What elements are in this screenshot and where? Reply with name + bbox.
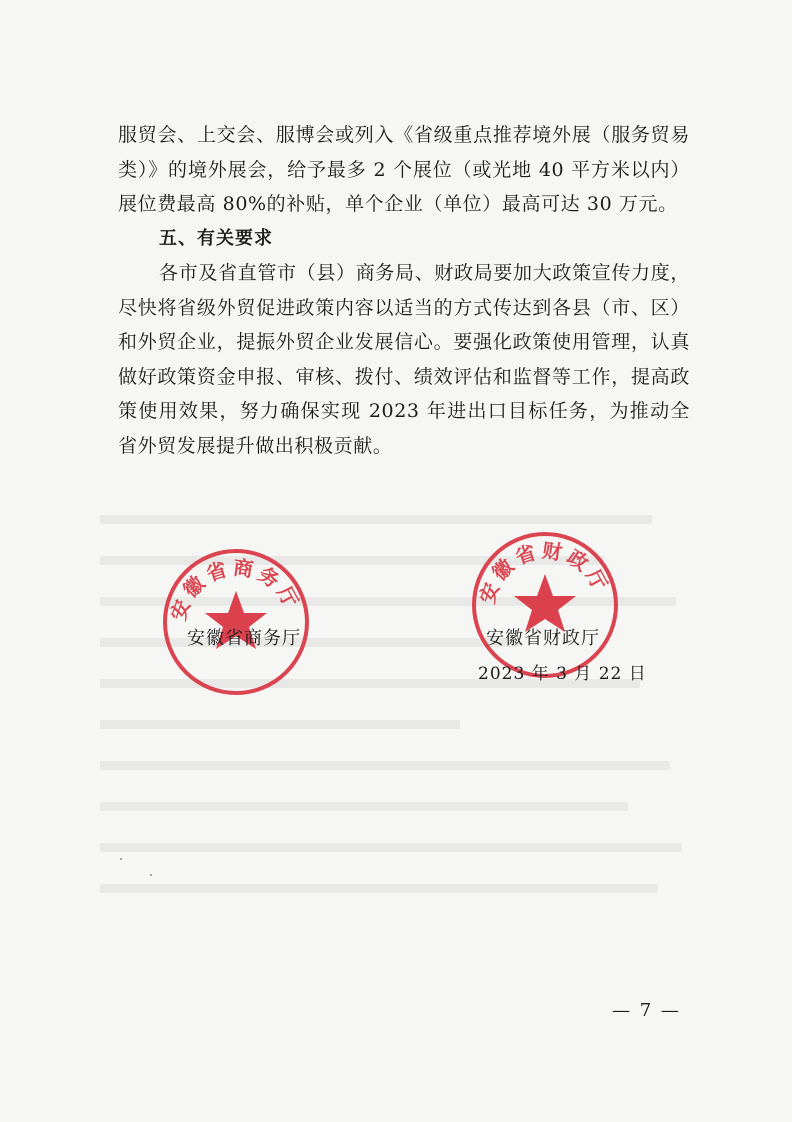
scan-speck xyxy=(120,858,122,860)
finance-department-seal xyxy=(470,530,620,680)
paragraph-continuation: 服贸会、上交会、服博会或列入《省级重点推荐境外展（服务贸易类）》的境外展会，给予最多 2 个展位（或光地 40 平方米以内）展位费最高 80%的补贴，单个企业（单位）最高可达 30 万元。 xyxy=(118,124,690,215)
scan-speck xyxy=(150,874,152,876)
seal-ring-text: 安徽省财政厅 xyxy=(474,538,614,607)
signature-commerce-department: 安徽省商务厅 xyxy=(187,628,301,649)
signature-date: 2023 年 3 月 22 日 xyxy=(478,664,647,684)
commerce-department-seal xyxy=(161,547,311,697)
page-number: — 7 — xyxy=(612,1000,681,1021)
seal-graphic xyxy=(470,530,620,680)
seal-ring-text: 安徽省商务厅 xyxy=(165,555,305,624)
seal-graphic xyxy=(161,547,311,697)
signature-finance-department: 安徽省财政厅 xyxy=(486,628,600,649)
section-heading: 五、有关要求 xyxy=(159,227,273,249)
document-body xyxy=(118,118,690,463)
requirements-paragraph: 各市及省直管市（县）商务局、财政局要加大政策宣传力度，尽快将省级外贸促进政策内容以适当的方式传达到各县（市、区）和外贸企业，提振外贸企业发展信心。要强化政策使用管理，认真做好政策资金申报、审核、拨付、绩效评估和监督等工作，提高政策使用效果，努力确保实现 2023 年进出口目标任务，为推动全省外贸发展提升做出积极贡献。 xyxy=(118,262,690,457)
